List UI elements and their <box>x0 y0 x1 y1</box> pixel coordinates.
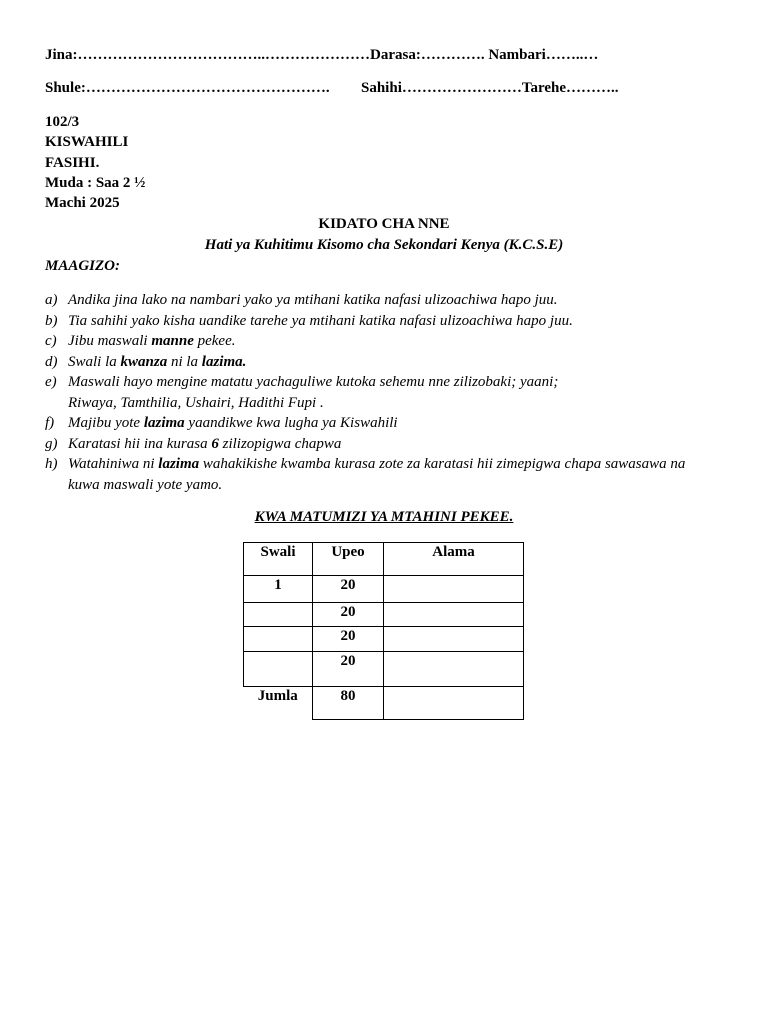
max-marks-cell: 20 <box>313 627 384 652</box>
page-subtitle: Hati ya Kuhitimu Kisomo cha Sekondari Kenya (K.C.S.E) <box>204 237 564 253</box>
instruction-fragment: Majibu yote <box>68 415 144 431</box>
instruction-item <box>45 372 705 393</box>
instruction-text <box>68 352 705 373</box>
instruction-emphasis: lazima. <box>201 353 247 370</box>
column-header: Swali <box>244 543 313 576</box>
school-line[interactable]: Shule:…………………………………………. <box>45 80 330 96</box>
instruction-emphasis: lazima <box>143 415 185 431</box>
instruction-letter: b) <box>45 312 58 329</box>
instructions-list <box>45 290 705 495</box>
instruction-letter: a) <box>45 292 58 308</box>
instruction-fragment: ni la <box>167 353 202 370</box>
column-header: Upeo <box>313 543 384 576</box>
instruction-letter: d) <box>45 353 58 370</box>
name-class-number-line[interactable]: Jina:………………………………..…………………Darasa:…………. Nambari……..… <box>45 47 599 63</box>
instruction-item <box>45 311 705 332</box>
instruction-text <box>68 290 705 311</box>
instruction-item <box>45 454 705 495</box>
marks-table <box>243 542 524 720</box>
instructions-heading: MAAGIZO: <box>45 258 121 274</box>
instruction-emphasis: lazima <box>158 456 200 472</box>
exam-date: Machi 2025 <box>45 195 120 211</box>
max-marks-cell: 20 <box>313 652 384 687</box>
instruction-item <box>45 434 705 455</box>
score-cell[interactable] <box>384 627 524 652</box>
instruction-fragment: Tia sahihi yako kisha uandike tarehe ya mtihani katika nafasi ulizoachiwa hapo juu. <box>68 312 573 329</box>
instruction-fragment: Riwaya, Tamthilia, Ushairi, Hadithi Fupi . <box>68 394 324 411</box>
instruction-text <box>68 372 705 393</box>
instruction-fragment: Maswali hayo mengine matatu yachaguliwe kutoka sehemu nne zilizobaki; yaani; <box>68 374 559 390</box>
score-cell[interactable] <box>384 652 524 687</box>
instruction-letter: f) <box>45 415 55 431</box>
instruction-letter: e) <box>45 374 57 390</box>
max-marks-cell: 20 <box>313 603 384 627</box>
instruction-emphasis: manne <box>151 333 194 349</box>
column-header: Alama <box>384 543 524 576</box>
signature-date-line[interactable]: Sahihi……………………Tarehe……….. <box>361 80 619 96</box>
paper-name: FASIHI. <box>45 155 100 171</box>
instruction-item <box>45 352 705 373</box>
instruction-letter <box>45 393 68 414</box>
instruction-item <box>45 290 705 311</box>
table-row <box>244 576 524 603</box>
total-score-cell[interactable] <box>384 687 524 720</box>
instruction-fragment: Swali la <box>68 353 121 370</box>
score-cell[interactable] <box>384 576 524 603</box>
instruction-fragment: Karatasi hii ina kurasa <box>68 435 212 452</box>
time-allowed: Muda : Saa 2 ½ <box>45 175 146 191</box>
instruction-text <box>68 434 705 455</box>
instruction-fragment: Andika jina lako na nambari yako ya mtihani katika nafasi ulizoachiwa hapo juu. <box>68 292 558 308</box>
instruction-text <box>68 331 705 352</box>
instruction-fragment: Jibu maswali <box>68 333 152 349</box>
table-row <box>244 603 524 627</box>
table-header-row <box>244 543 524 576</box>
instruction-letter: h) <box>45 456 58 472</box>
total-label: Jumla <box>244 687 313 720</box>
paper-code: 102/3 <box>45 114 80 130</box>
question-cell[interactable] <box>244 603 313 627</box>
question-cell[interactable] <box>244 627 313 652</box>
instruction-text <box>68 393 705 414</box>
subject-name: KISWAHILI <box>45 134 129 150</box>
instruction-letter: g) <box>45 435 58 452</box>
instruction-item <box>45 393 705 414</box>
instruction-emphasis: kwanza <box>120 353 168 370</box>
table-total-row <box>244 687 524 720</box>
instruction-fragment: pekee. <box>193 333 236 349</box>
question-cell[interactable] <box>244 652 313 687</box>
page-title: KIDATO CHA NNE <box>318 216 450 232</box>
instruction-emphasis: 6 <box>211 435 219 452</box>
instruction-letter: c) <box>45 333 57 349</box>
instruction-fragment: zilizopigwa chapwa <box>218 435 342 452</box>
instruction-fragment: Watahiniwa ni <box>68 456 159 472</box>
table-row <box>244 652 524 687</box>
examiner-heading: KWA MATUMIZI YA MTAHINI PEKEE. <box>254 509 514 525</box>
instruction-item <box>45 413 705 434</box>
total-max-marks: 80 <box>313 687 384 720</box>
instruction-text <box>68 413 705 434</box>
instruction-text <box>68 311 705 332</box>
max-marks-cell: 20 <box>313 576 384 603</box>
instruction-fragment: wahakikishe kwamba kurasa zote za karatasi hii zimepigwa chapa sawasawa na kuwa maswali yote yamo. <box>68 456 686 493</box>
question-cell: 1 <box>244 576 313 603</box>
instruction-fragment: yaandikwe kwa lugha ya Kiswahili <box>184 415 398 431</box>
score-cell[interactable] <box>384 603 524 627</box>
table-row <box>244 627 524 652</box>
instruction-text <box>68 454 705 495</box>
instruction-item <box>45 331 705 352</box>
